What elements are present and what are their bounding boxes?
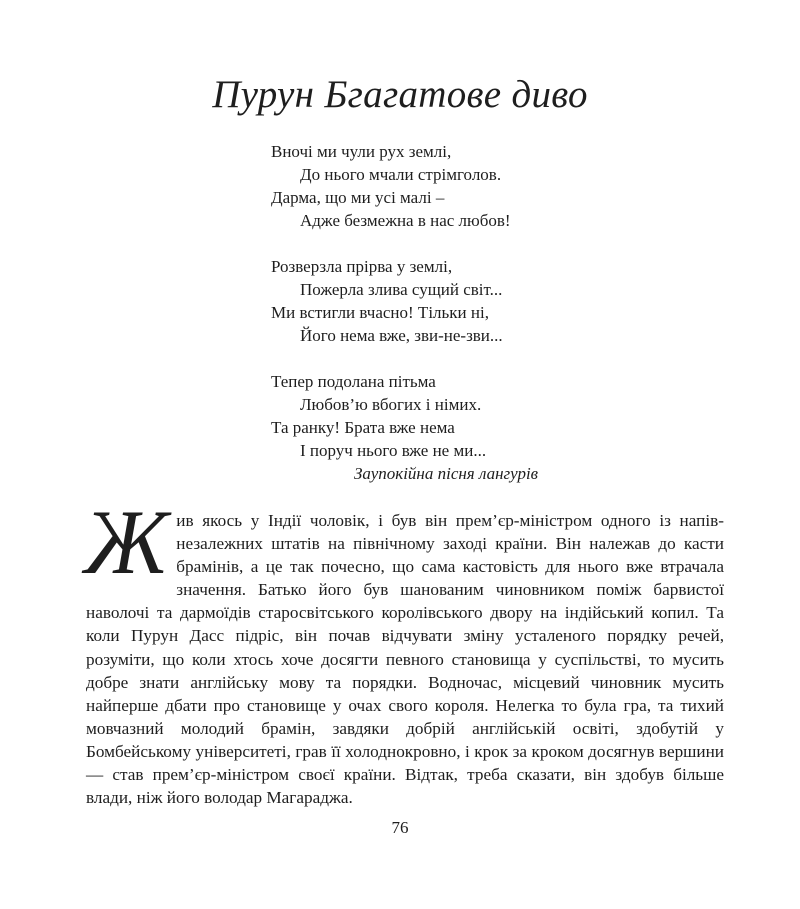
poem-stanza [271, 140, 591, 232]
poem-stanza [271, 370, 591, 462]
poem-line: Пожерла злива сущий світ... [300, 280, 503, 299]
poem-line: Дарма, що ми усі малі – [271, 188, 445, 207]
poem-line: Ми встигли вчасно! Тільки ні, [271, 303, 489, 322]
paragraph-text: ив якось у Індії чоловік, і був він прем’єр-міністром одного із напівнезалежних штатів на північному заході країни. Він належав до касти брамінів, а це так почесно, що сама кастовість для нього вже втрачала значення. Батько його був шанованим чиновником поміж барвистої наволочі та дармоїдів старосвітського королівського двору на індійський копил. Та коли Пурун Дасс підріс, він почав відчувати зміну усталеного порядку речей, розуміти, що коли хтось хоче досягти певного становища у суспільстві, то мусить добре знати англійську мову та порядки. Водночас, місцевий чиновник мусить найперше дбати про становище у очах свого короля. Нелегка то була гра, та тихий мовчазний молодий брамін, завдяки добрій англійській освіті, здобутій у Бомбейському університеті, грав її холоднокровно, і крок за кроком досягнув вершини — став прем’єр-міністром своєї країни. Відтак, треба сказати, він здобув більше влади, ніж його володар Магараджа. [86, 511, 724, 808]
poem-line: Адже безмежна в нас любов! [300, 211, 511, 230]
poem-line: Та ранку! Брата вже нема [271, 418, 455, 437]
poem-line: Любов’ю вбогих і німих. [300, 395, 482, 414]
page-title: Пурун Бгагатове диво [212, 73, 588, 116]
poem-line: До нього мчали стрімголов. [300, 165, 502, 184]
poem-line: І поруч нього вже не ми... [300, 441, 487, 460]
poem-attribution: Заупокійна пісня лангурів [354, 464, 539, 483]
poem-line: Тепер подолана пітьма [271, 372, 436, 391]
poem-line: Розверзла прірва у землі, [271, 257, 453, 276]
body-paragraph [84, 491, 724, 809]
poem-stanza [271, 255, 591, 347]
poem-line: Його нема вже, зви-не-зви... [300, 326, 503, 345]
page-number: 76 [391, 818, 409, 837]
drop-cap: Ж [84, 491, 169, 593]
epigraph-poem [271, 140, 591, 485]
poem-line: Вночі ми чули рух землі, [271, 142, 452, 161]
